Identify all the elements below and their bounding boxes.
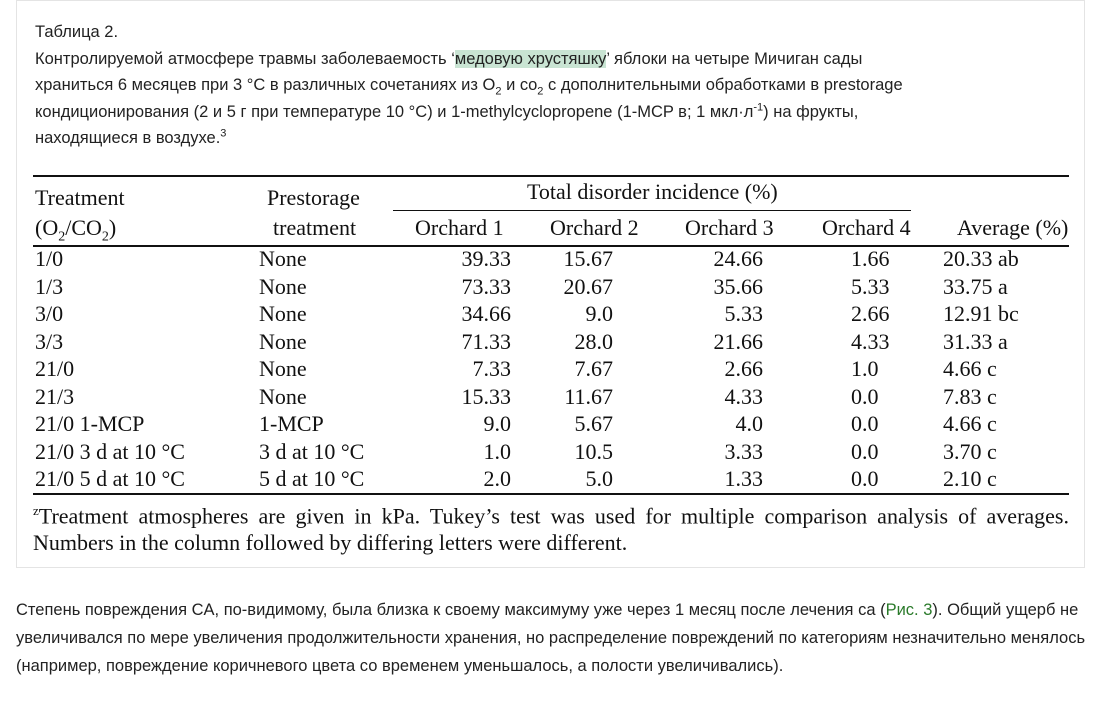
superscript: -1: [753, 101, 764, 113]
header-orchard-2: Orchard 2: [550, 215, 639, 240]
header-orchard-4: Orchard 4: [822, 215, 911, 240]
cell-o4: 1.0: [851, 356, 879, 381]
cell-prestorage: None: [259, 273, 307, 299]
cell-prestorage: None: [259, 246, 307, 271]
cell-o1: 34.66: [461, 301, 511, 326]
figure-link[interactable]: Рис. 3: [885, 601, 933, 619]
caption-label: Таблица 2.: [35, 23, 119, 41]
cell-o3: 5.33: [724, 301, 763, 326]
cell-o4: 0.0: [851, 411, 879, 436]
cell-avg: 7.83 c: [943, 383, 997, 409]
table-row: [33, 300, 1069, 327]
cell-treatment: 3/3: [35, 328, 64, 354]
cell-o3: 1.33: [724, 466, 763, 491]
cell-o3: 4.0: [735, 411, 763, 436]
cell-prestorage: None: [259, 328, 307, 354]
table-row: [33, 465, 1069, 492]
cell-treatment: 21/0: [35, 356, 75, 381]
cell-avg: 20.33 ab: [943, 246, 1019, 271]
cell-o3: 35.66: [713, 273, 763, 299]
table-rule-top: [33, 175, 1069, 177]
cell-avg: 12.91 bc: [943, 301, 1019, 326]
subscript: 2: [58, 229, 66, 245]
cell-treatment: 1/3: [35, 273, 64, 299]
paragraph-part: ). Общий ущерб не увеличивался по мере увеличения продолжительности хранения, но распределение повреждений по категориям незначительно менялось (например, повреждение коричневого цвета со временем уменьшалось, а полости увеличивались).: [16, 601, 1086, 675]
header-part: (O: [35, 215, 59, 240]
subscript: 2: [537, 85, 544, 98]
cell-treatment: 1/0: [35, 246, 64, 271]
table-row: [33, 383, 1069, 410]
header-orchard-3: Orchard 3: [685, 215, 774, 240]
cell-avg: 4.66 c: [943, 356, 997, 381]
cell-o4: 2.66: [851, 301, 890, 326]
table-footnote: [33, 497, 1069, 556]
cell-o3: 24.66: [713, 246, 763, 271]
cell-avg: 33.75 a: [943, 273, 1008, 299]
cell-prestorage: None: [259, 356, 307, 381]
cell-o1: 1.0: [483, 438, 511, 464]
cell-o2: 20.67: [563, 273, 613, 299]
cell-o1: 15.33: [461, 383, 511, 409]
caption-part: с дополнительными обработками в prestorage: [543, 76, 903, 94]
cell-o2: 28.0: [574, 328, 613, 354]
cell-o2: 5.67: [574, 411, 613, 436]
caption-part: находящиеся в воздухе.: [35, 129, 221, 147]
cell-o1: 2.0: [483, 466, 511, 491]
caption-part: Контролируемой атмосфере травмы заболеваемость ‘: [35, 49, 455, 68]
caption-part: храниться 6 месяцев при 3 °C в различных сочетаниях из O: [35, 76, 496, 94]
cell-prestorage: 1-MCP: [259, 411, 324, 436]
header-part: ): [108, 215, 117, 240]
header-prestorage: Prestorage: [267, 185, 360, 210]
table-rule-bottom: [33, 493, 1069, 495]
table-row: [33, 410, 1069, 437]
cell-o1: 73.33: [461, 273, 511, 299]
cell-treatment: 3/0: [35, 301, 64, 326]
table-row: [33, 245, 1069, 272]
table-row: [33, 273, 1069, 300]
cell-treatment: 21/0 3 d at 10 °C: [35, 438, 185, 464]
caption-part: ) на фрукты,: [763, 102, 859, 121]
cell-o3: 21.66: [713, 328, 763, 354]
cell-o4: 4.33: [851, 328, 890, 354]
paragraph-text: [16, 596, 1092, 680]
cell-o2: 9.0: [585, 301, 613, 326]
cell-treatment: 21/0 5 d at 10 °C: [35, 466, 185, 491]
body-paragraph: [16, 596, 1092, 680]
subscript: 2: [101, 229, 109, 245]
reference-sup: 3: [220, 127, 227, 140]
cell-o2: 5.0: [585, 466, 613, 491]
cell-prestorage: 5 d at 10 °C: [259, 466, 365, 491]
cell-o4: 1.66: [851, 246, 890, 271]
cell-avg: 31.33 a: [943, 328, 1008, 354]
cell-o3: 2.66: [724, 356, 763, 381]
cell-prestorage: None: [259, 301, 307, 326]
cell-o2: 11.67: [564, 383, 613, 409]
caption-text: [35, 46, 1075, 152]
subscript: 2: [495, 85, 502, 98]
cell-avg: 3.70 c: [943, 438, 997, 464]
table-row: [33, 328, 1069, 355]
cell-avg: 4.66 c: [943, 411, 997, 436]
cell-o1: 39.33: [461, 246, 511, 271]
header-orchard-1: Orchard 1: [415, 215, 504, 240]
header-span-title: Total disorder incidence (%): [527, 179, 778, 204]
cell-o4: 0.0: [851, 438, 879, 464]
header-prestorage-2: treatment: [273, 215, 357, 240]
cell-o1: 7.33: [472, 356, 511, 381]
cell-o2: 10.5: [574, 438, 613, 464]
cell-treatment: 21/3: [35, 383, 75, 409]
caption-part: и co: [501, 76, 538, 94]
cell-o1: 9.0: [483, 411, 511, 436]
cell-o3: 3.33: [724, 438, 763, 464]
cell-avg: 2.10 c: [943, 466, 997, 491]
cell-o2: 15.67: [563, 246, 613, 271]
footnote-text: Treatment atmospheres are given in kPa. Tukey’s test was used for multiple comparison analysis of averages. Numbers in the column followed by differing letters were different.: [33, 503, 1069, 556]
cell-o4: 0.0: [851, 383, 879, 409]
cell-prestorage: 3 d at 10 °C: [259, 438, 365, 464]
cell-o4: 0.0: [851, 466, 879, 491]
header-treatment: Treatment: [35, 185, 125, 210]
footnote-marker: z: [33, 503, 39, 518]
table-caption: [35, 19, 1075, 152]
cell-prestorage: None: [259, 383, 307, 409]
table-card: [16, 0, 1085, 568]
header-average: Average (%): [957, 215, 1069, 240]
header-part: /CO: [65, 215, 102, 240]
cell-treatment: 21/0 1-MCP: [35, 411, 145, 436]
cell-o4: 5.33: [851, 273, 890, 299]
highlighted-phrase[interactable]: медовую хрустяшку: [454, 49, 607, 68]
cell-o2: 7.67: [574, 356, 613, 381]
cell-o3: 4.33: [724, 383, 763, 409]
table-row: [33, 355, 1069, 382]
cell-o1: 71.33: [461, 328, 511, 354]
caption-part: кондиционирования (2 и 5 г при температуре 10 °C) и 1-methylcyclopropene (1-MCP в; 1 мкл·л: [35, 102, 754, 121]
table-row: [33, 438, 1069, 465]
paragraph-part: Степень повреждения CA, по-видимому, была близка к своему максимуму уже через 1 месяц после лечения са (: [16, 601, 886, 619]
caption-part: ’ яблоки на четыре Мичиган сады: [606, 49, 863, 68]
table-rule-span: [393, 210, 911, 211]
